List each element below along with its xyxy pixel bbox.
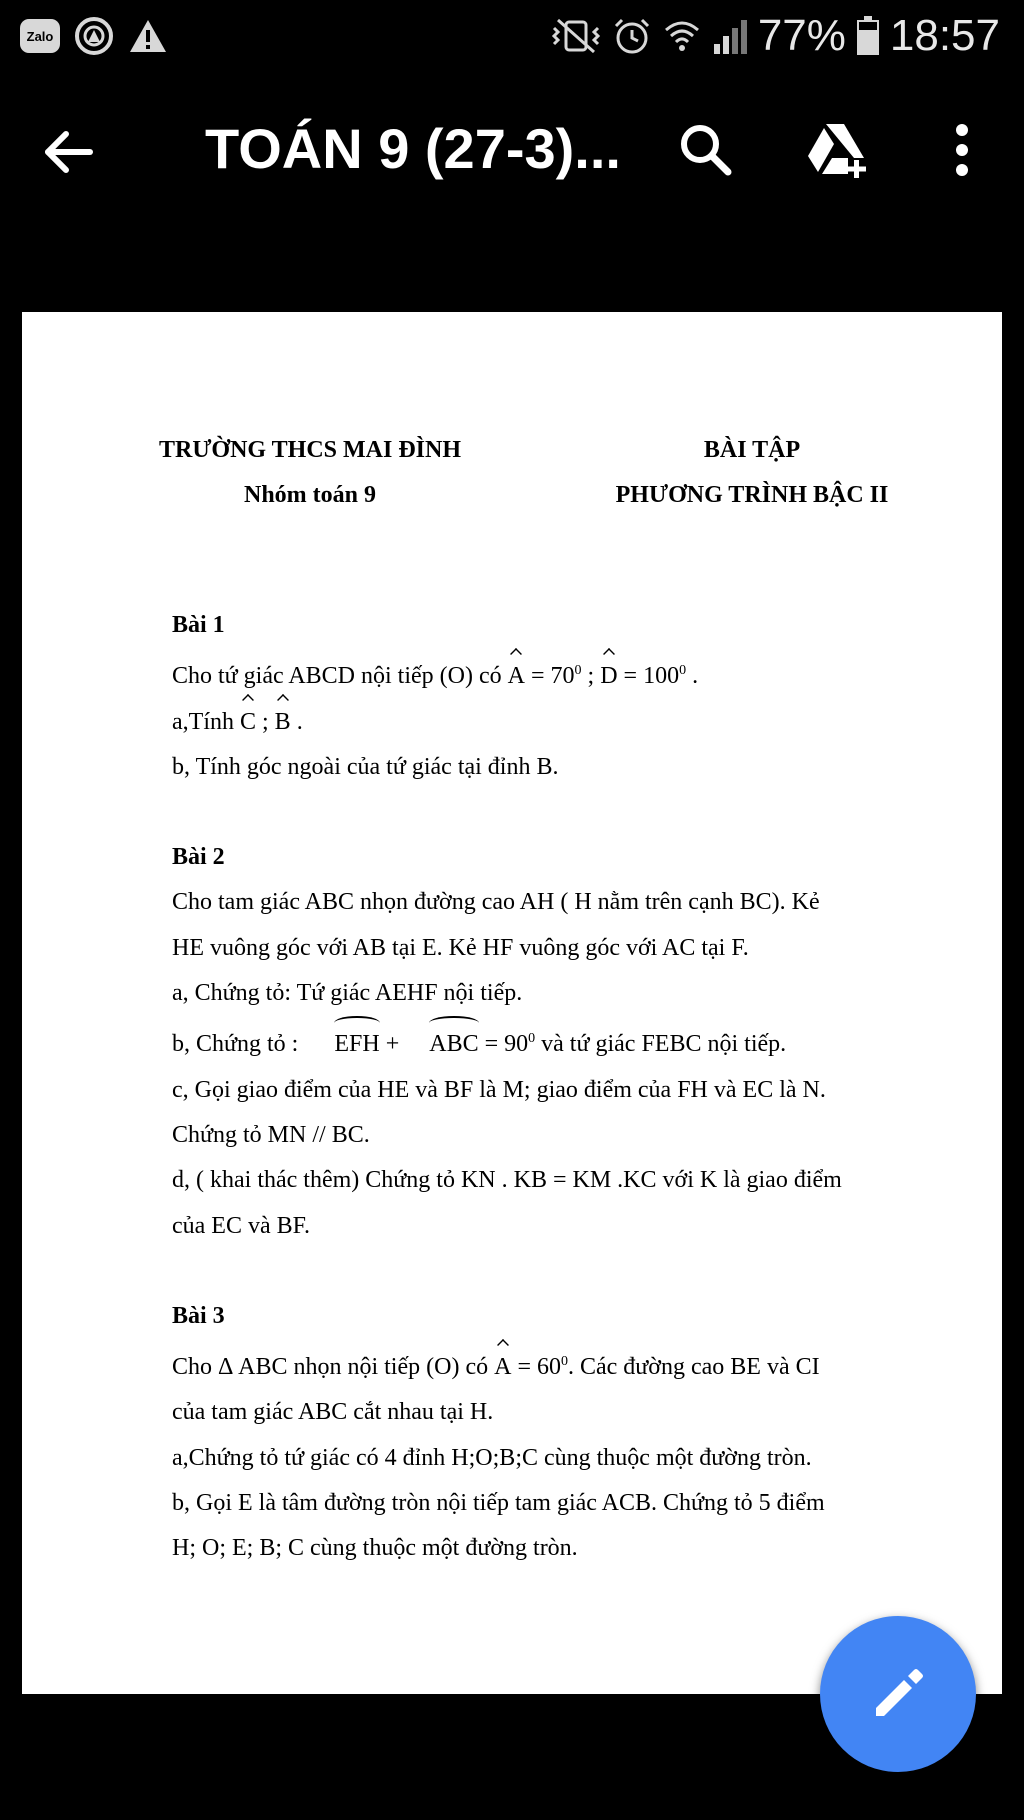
school-name: TRƯỜNG THCS MAI ĐÌNH xyxy=(158,437,462,463)
mute-vibrate-icon xyxy=(550,16,602,56)
worksheet-topic: PHƯƠNG TRÌNH BẬC II xyxy=(615,482,889,508)
search-icon xyxy=(678,122,734,178)
worksheet-header xyxy=(582,428,922,518)
angle-efh: EFH xyxy=(334,1022,379,1067)
angle-a: A xyxy=(494,1345,511,1390)
school-header xyxy=(140,428,480,518)
add-to-drive-button[interactable] xyxy=(802,114,874,186)
more-vert-icon xyxy=(954,124,970,176)
exercise-2-line: a, Chứng tỏ: Tứ giác AEHF nội tiếp. xyxy=(172,980,523,1007)
status-left-icons xyxy=(20,16,168,56)
worksheet-title: BÀI TẬP xyxy=(703,437,801,463)
back-arrow-icon xyxy=(42,130,94,174)
exercise-3-line: Cho Δ ABC nhọn nội tiếp (O) có $A = 60^0$. Các đường cao BE và CI xyxy=(172,1339,962,1390)
battery-percent: 77% xyxy=(757,11,846,60)
clock: 18:57 xyxy=(889,11,1000,60)
edit-fab[interactable] xyxy=(820,1616,976,1772)
exercise-1-line: Cho tứ giác ABCD nội tiếp (O) có $A = 70^0$ ; $D = 100^0$ . xyxy=(172,648,962,699)
exercise-2-line: Chứng tỏ MN // BC. xyxy=(172,1121,370,1148)
angle-c: C xyxy=(240,700,256,745)
angle-b: B xyxy=(275,700,291,745)
warning-icon xyxy=(128,18,168,54)
more-options-button[interactable] xyxy=(942,116,982,184)
back-button[interactable] xyxy=(36,120,100,184)
exercise-2-line: của EC và BF. xyxy=(172,1212,311,1239)
battery-icon xyxy=(856,16,880,56)
document-page[interactable] xyxy=(22,312,1002,1694)
search-button[interactable] xyxy=(672,116,740,184)
drive-add-icon xyxy=(806,122,870,178)
exercise-1-line: a,Tính C ; B . xyxy=(172,700,962,745)
exercise-3-line: b, Gọi E là tâm đường tròn nội tiếp tam giác ACB. Chứng tỏ 5 điểm xyxy=(172,1490,825,1517)
exercise-3-line: H; O; E; B; C cùng thuộc một đường tròn. xyxy=(172,1535,578,1562)
alarm-icon xyxy=(612,16,652,56)
zalo-icon: Zalo xyxy=(20,19,60,53)
exercise-2-line: b, Chứng tỏ : EFH + ABC = $90^0$ và tứ giác FEBC nội tiếp. xyxy=(172,1016,962,1067)
angle-a: A xyxy=(508,654,525,699)
spacer xyxy=(172,1249,962,1294)
angle-d: D xyxy=(600,654,617,699)
exercise-2-line: d, ( khai thác thêm) Chứng tỏ KN . KB = KM .KC với K là giao điểm xyxy=(172,1167,842,1194)
compass-icon xyxy=(74,16,114,56)
signal-icon xyxy=(712,16,748,56)
spacer xyxy=(172,790,962,835)
status-right-icons xyxy=(550,8,1000,64)
status-bar xyxy=(0,0,1024,72)
document-content xyxy=(172,603,962,1572)
exercise-2-title: Bài 2 xyxy=(172,844,225,871)
group-name: Nhóm toán 9 xyxy=(243,482,376,508)
exercise-2-line: HE vuông góc với AB tại E. Kẻ HF vuông góc với AC tại F. xyxy=(172,934,749,961)
edit-pencil-icon xyxy=(868,1664,928,1724)
exercise-3-line: a,Chứng tỏ tứ giác có 4 đỉnh H;O;B;C cùng thuộc một đường tròn. xyxy=(172,1444,812,1471)
app-bar xyxy=(0,80,1024,220)
wifi-icon xyxy=(662,16,702,56)
exercise-1-line: b, Tính góc ngoài của tứ giác tại đỉnh B. xyxy=(172,753,559,780)
angle-abc: ABC xyxy=(429,1022,478,1067)
document-title: TOÁN 9 (27-3)... xyxy=(205,117,621,180)
exercise-3-line: của tam giác ABC cắt nhau tại H. xyxy=(172,1399,494,1426)
exercise-2-line: c, Gọi giao điểm của HE và BF là M; giao điểm của FH và EC là N. xyxy=(172,1076,826,1103)
exercise-2-line: Cho tam giác ABC nhọn đường cao AH ( H nằm trên cạnh BC). Kẻ xyxy=(172,889,820,916)
exercise-1-title: Bài 1 xyxy=(172,612,225,638)
exercise-3-title: Bài 3 xyxy=(172,1302,225,1329)
